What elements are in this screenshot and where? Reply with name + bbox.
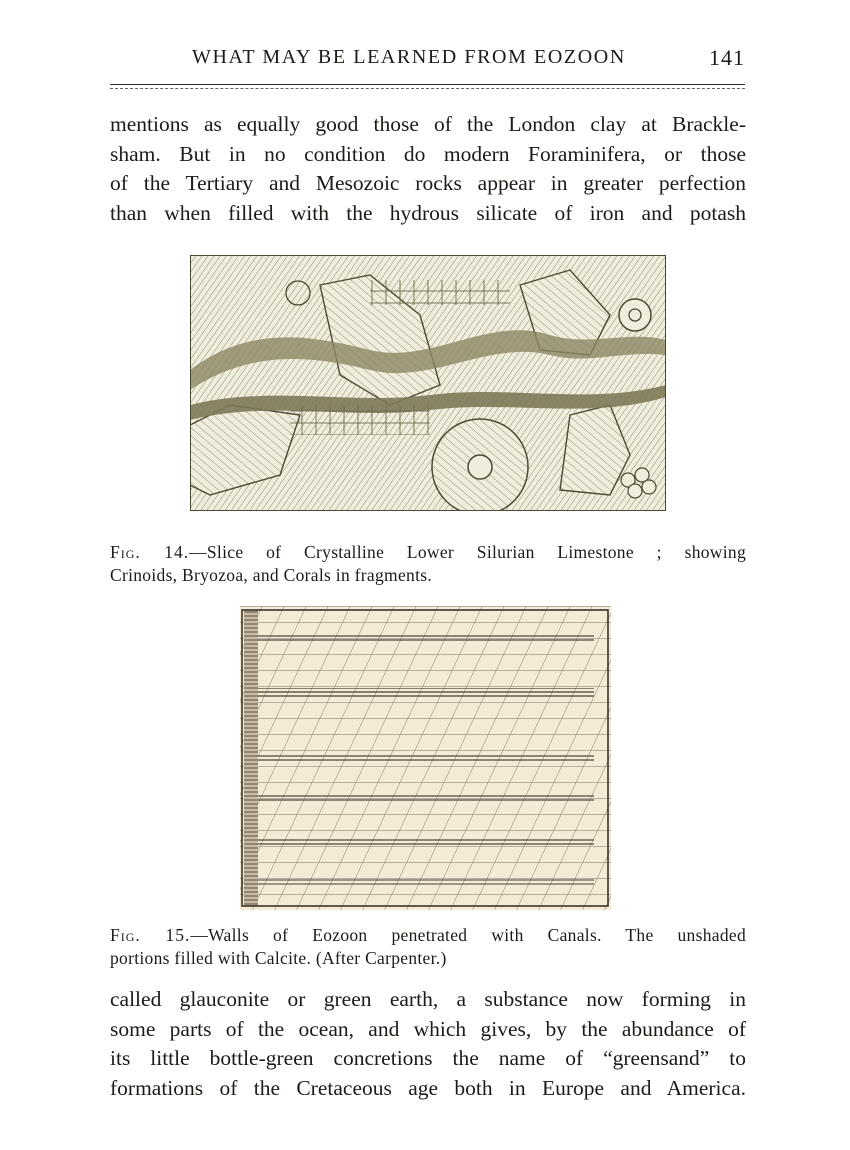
header-rule <box>110 84 745 85</box>
header-rule-dashed <box>110 88 745 89</box>
paragraph-line: sham. But in no condition do modern Foraminifera, or those <box>110 141 746 166</box>
caption-line: Fig. 15.—Walls of Eozoon penetrated with Canals. The unshaded <box>110 925 746 945</box>
caption-line: Fig. 14.—Slice of Crystalline Lower Silurian Limestone ; showing <box>110 542 746 562</box>
figure-15-label: Fig. 15. <box>110 925 191 945</box>
figure-15-illustration <box>240 606 611 910</box>
paragraph-line: its little bottle-green concretions the name of “greensand” to <box>110 1046 746 1070</box>
figure-14-caption <box>110 541 746 587</box>
paragraph-line: than when filled with the hydrous silicate of iron and potash <box>110 200 746 225</box>
paragraph-line: formations of the Cretaceous age both in Europe and America. <box>110 1075 746 1100</box>
limestone-slice-engraving <box>190 255 666 511</box>
paragraph-line: called glauconite or green earth, a substance now forming in <box>110 987 746 1011</box>
eozoon-canals-engraving <box>240 606 611 910</box>
paragraph-line: some parts of the ocean, and which gives, by the abundance of <box>110 1016 746 1041</box>
paragraph-line: mentions as equally good those of the London clay at Brackle- <box>110 112 746 136</box>
figure-15-caption <box>110 924 746 970</box>
page-number: 141 <box>709 45 745 70</box>
paragraph-top <box>110 110 746 228</box>
running-head-title: WHAT MAY BE LEARNED FROM EOZOON <box>192 46 626 68</box>
figure-14-label: Fig. 14. <box>110 542 190 562</box>
caption-line: Crinoids, Bryozoa, and Corals in fragments. <box>110 565 433 585</box>
paragraph-bottom <box>110 985 746 1103</box>
running-header <box>110 44 745 76</box>
paragraph-line: of the Tertiary and Mesozoic rocks appear in greater perfection <box>110 171 746 195</box>
figure-14-illustration <box>190 255 666 511</box>
caption-line: portions filled with Calcite. (After Carpenter.) <box>110 948 447 968</box>
